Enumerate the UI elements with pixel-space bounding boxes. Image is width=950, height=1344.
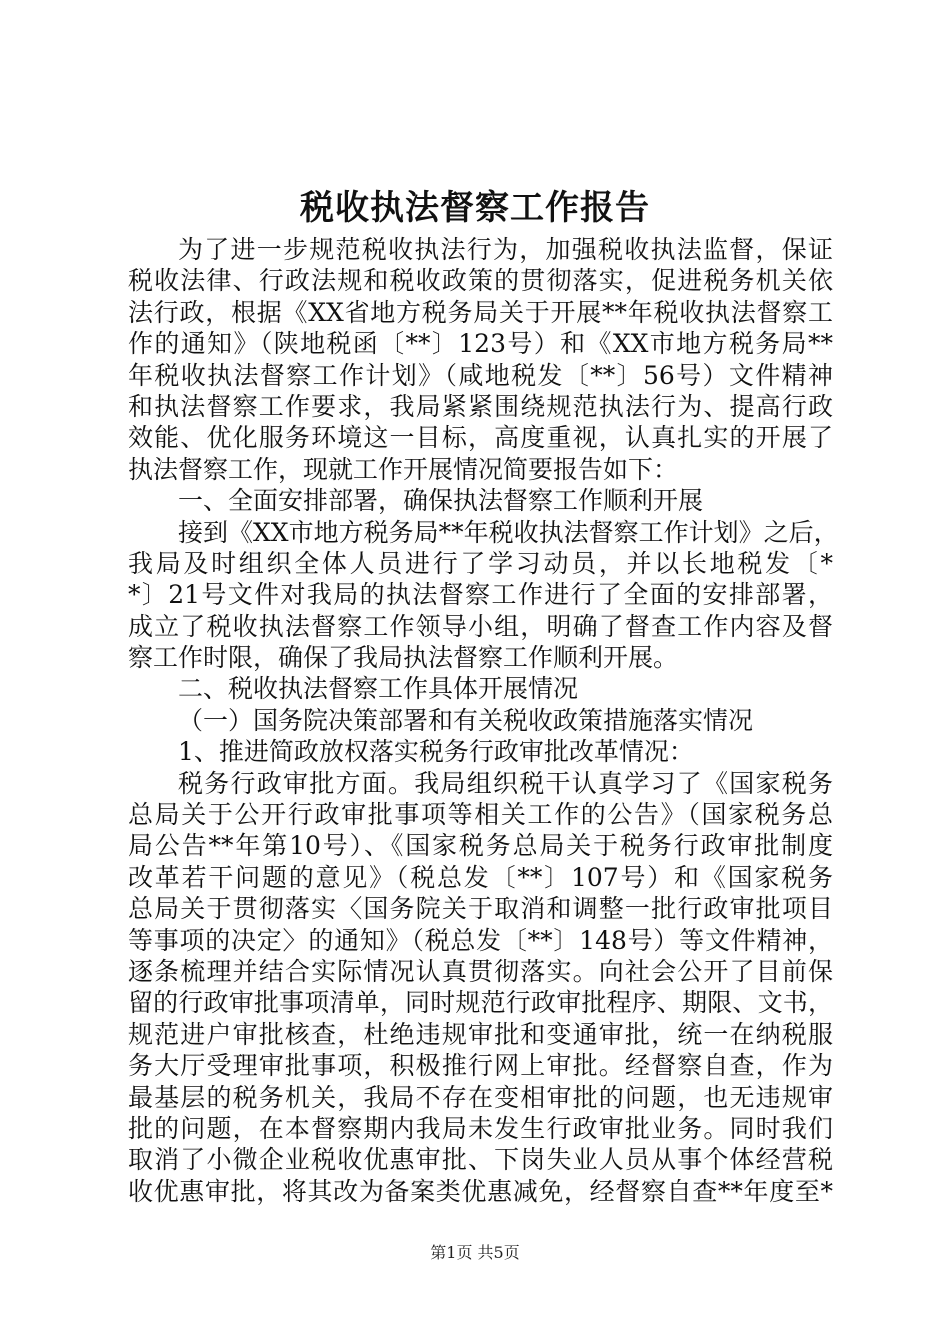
document-title: 税收执法督察工作报告 xyxy=(300,188,650,228)
body-line: 我局及时组织全体人员进行了学习动员，并以长地税发〔* xyxy=(128,548,833,578)
body-line: 局公告**年第10号）、《国家税务总局关于税务行政审批制度 xyxy=(128,831,833,861)
body-line: （一）国务院决策部署和有关税收政策措施落实情况 xyxy=(178,705,754,735)
body-line: 收优惠审批，将其改为备案类优惠减免，经督察自查**年度至* xyxy=(128,1176,833,1206)
body-line: 接到《XX市地方税务局**年税收执法督察工作计划》之后， xyxy=(178,517,839,547)
body-line: 最基层的税务机关，我局不存在变相审批的问题，也无违规审 xyxy=(128,1082,833,1112)
body-line: 执法督察工作，现就工作开展情况简要报告如下： xyxy=(128,454,679,484)
body-line: 批的问题，在本督察期内我局未发生行政审批业务。同时我们 xyxy=(128,1113,833,1143)
body-line: 规范进户审批核查，杜绝违规审批和变通审批，统一在纳税服 xyxy=(128,1019,833,1049)
body-line: 和执法督察工作要求，我局紧紧围绕规范执法行为、提高行政 xyxy=(128,391,833,421)
body-line: 为了进一步规范税收执法行为，加强税收执法监督，保证 xyxy=(178,235,833,264)
body-line: 效能、优化服务环境这一目标，高度重视，认真扎实的开展了 xyxy=(128,423,833,453)
body-line: 取消了小微企业税收优惠审批、下岗失业人员从事个体经营税 xyxy=(128,1145,833,1175)
body-line: 税务行政审批方面。我局组织税干认真学习了《国家税务 xyxy=(178,768,833,798)
body-line: 总局关于贯彻落实〈国务院关于取消和调整一批行政审批项目 xyxy=(128,894,833,924)
document-body xyxy=(128,234,839,1207)
body-line: 成立了税收执法督察工作领导小组，明确了督查工作内容及督 xyxy=(128,611,833,641)
body-line: 等事项的决定〉的通知》（税总发〔**〕148号）等文件精神， xyxy=(128,925,833,955)
body-line: 作的通知》（陕地税函〔**〕123号）和《XX市地方税务局** xyxy=(128,329,833,359)
body-line: 税收法律、行政法规和税收政策的贯彻落实，促进税务机关依 xyxy=(128,266,833,296)
body-line: 逐条梳理并结合实际情况认真贯彻落实。向社会公开了目前保 xyxy=(128,956,833,986)
page-footer: 第1页 共5页 xyxy=(430,1243,520,1262)
body-line: 总局关于公开行政审批事项等相关工作的公告》（国家税务总 xyxy=(128,800,833,830)
body-line: *〕21号文件对我局的执法督察工作进行了全面的安排部署， xyxy=(128,580,833,610)
body-line: 法行政，根据《XX省地方税务局关于开展**年税收执法督察工 xyxy=(128,297,833,327)
body-line: 一、全面安排部署，确保执法督察工作顺利开展 xyxy=(178,486,704,516)
body-line: 年税收执法督察工作计划》（咸地税发〔**〕56号）文件精神 xyxy=(128,360,833,390)
body-line: 察工作时限，确保了我局执法督察工作顺利开展。 xyxy=(128,643,679,673)
body-line: 二、税收执法督察工作具体开展情况 xyxy=(178,674,579,704)
body-line: 1、推进简政放权落实税务行政审批改革情况： xyxy=(178,737,694,767)
body-line: 改革若干问题的意见》（税总发〔**〕107号）和《国家税务 xyxy=(128,862,833,892)
body-line: 务大厅受理审批事项，积极推行网上审批。经督察自查，作为 xyxy=(128,1051,833,1081)
body-line: 留的行政审批事项清单，同时规范行政审批程序、期限、文书， xyxy=(128,988,833,1018)
